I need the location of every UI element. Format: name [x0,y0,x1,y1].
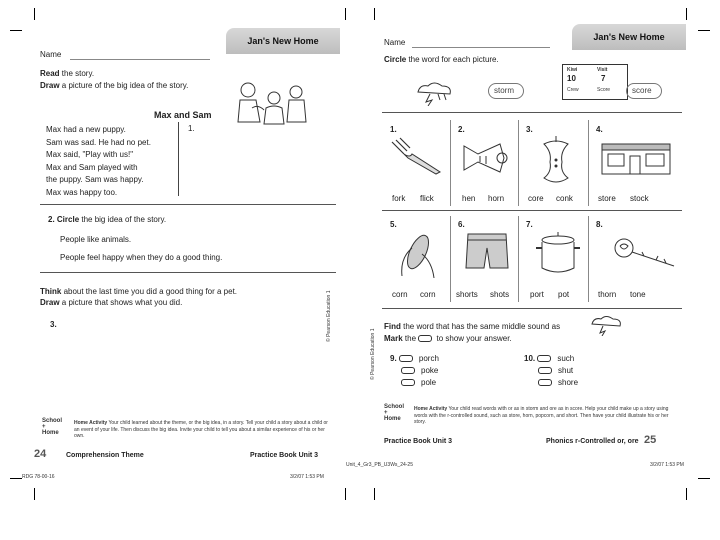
word-corn-2[interactable]: corn [420,290,436,299]
storm-cloud-icon [412,80,456,106]
right-page [370,24,686,464]
item-8-number: 8. [596,220,603,229]
fork-icon [388,136,444,176]
answer-oval[interactable] [401,379,415,386]
right-slug: Unit_4_Gr3_PB_U3Ws_24-25 [346,462,413,468]
school-home-logo: School + Home [384,404,405,422]
q9-option: poke [421,366,439,375]
word-pot[interactable]: pot [558,290,570,299]
item-4-number: 4. [596,125,603,134]
left-instruction-2: Draw a picture of the big idea of the story. [40,81,189,90]
section-divider [382,210,682,211]
word-flick[interactable]: flick [420,194,434,203]
crop-mark [698,478,710,479]
q10-option: such [557,354,575,363]
q2-option-2[interactable]: People feel happy when they do a good thing. [60,253,223,262]
left-tab-title: Jan's New Home [247,36,319,46]
q2-option-1[interactable]: People like animals. [60,235,132,244]
right-footer-title: Phonics r-Controlled or, ore [546,438,639,445]
answer-oval[interactable] [537,355,551,362]
answer-oval[interactable] [401,367,415,374]
item-7-number: 7. [526,220,533,229]
story-line: Max said, "Play with us!" [46,150,134,159]
word-fork[interactable]: fork [392,194,406,203]
crop-mark [374,8,375,20]
word-store[interactable]: store [598,194,616,203]
crop-mark [34,8,35,20]
left-name-label: Name [40,50,62,59]
right-tab [572,24,686,50]
right-tab-title: Jan's New Home [593,32,665,42]
story-text [46,124,151,199]
grid-divider [518,216,519,302]
word-core[interactable]: core [528,194,544,203]
scoreboard-icon: Kiwi Visit 10 7 Crew Score [562,64,628,100]
answer-oval-icon [418,335,432,342]
right-home-activity: Home Activity Your child read words with or as in storm and ore as in score. Help your child make up a story using words with the r-controlled sound, such as store, horn, popcorn, and short. Then have your child illustrate his or her story. [414,406,669,425]
section-divider [40,204,336,205]
section-divider [382,308,682,309]
rose-thorn-icon [608,234,678,274]
q10-option: shore [558,378,579,387]
left-slug-date: 3/2/07 1:53 PM [290,474,324,480]
crop-mark [686,488,687,500]
left-slug: RDG 78-00-16 [22,474,55,480]
q9-option: pole [421,378,437,387]
word-tone[interactable]: tone [630,290,646,299]
right-instruction: Circle the word for each picture. [384,55,499,64]
item-3-number: 3. [526,125,533,134]
store-icon [598,138,674,178]
right-slug-date: 3/2/07 1:53 PM [650,462,684,468]
question-2: 2. Circle the big idea of the story. [48,215,167,224]
example-circle [488,83,524,99]
left-home-activity: Home Activity Your child learned about the theme, or the big idea, in a story. Tell your child a story about a child or an event of your life. Then discuss the big idea. Invite your child to tell you about a similar experience of his or her own. [74,420,328,439]
right-copyright: © Pearson Education 1 [370,328,376,380]
q10-option: shut [558,366,574,375]
item-2-number: 2. [458,125,465,134]
left-tab [226,28,340,54]
right-name-label: Name [384,38,406,47]
right-page-number: 25 [644,434,657,446]
question-3-number: 3. [50,320,57,329]
answer-oval[interactable] [538,379,552,386]
word-shots[interactable]: shots [490,290,510,299]
word-shorts[interactable]: shorts [456,290,478,299]
draw-instruction: Draw a picture that shows what you did. [40,298,183,307]
apple-core-icon [534,134,580,188]
crop-mark [345,488,346,500]
q9-option: porch [418,354,439,363]
item-6-number: 6. [458,220,465,229]
section-divider [40,272,336,273]
left-page [30,24,340,464]
crop-mark [698,30,710,31]
word-port[interactable]: port [530,290,544,299]
word-corn-1[interactable]: corn [392,290,408,299]
find-instruction: Find the word that has the same middle sound as [384,322,561,331]
shorts-icon [464,230,510,274]
left-page-number: 24 [34,448,47,460]
word-thorn[interactable]: thorn [598,290,617,299]
children-puppy-illustration [234,78,310,126]
grid-divider [588,120,589,206]
pot-icon [532,230,584,278]
school-home-logo: School + Home [42,418,63,436]
answer-oval[interactable] [538,367,552,374]
question-9: 9. porch poke pole [390,354,439,387]
word-horn[interactable]: horn [488,194,505,203]
story-line: Max had a new puppy. [46,125,126,134]
drawing-area-1[interactable] [182,136,332,196]
left-footer-title: Comprehension Theme [66,452,144,459]
example-word-storm: storm [494,86,514,95]
example-word-score: score [632,86,652,95]
corn-icon [394,228,440,280]
drawing-area-3[interactable] [50,330,320,404]
story-line: Max and Sam played with [46,162,138,172]
left-copyright: © Pearson Education 1 [326,290,332,342]
story-divider [178,122,179,196]
mark-instruction: Mark the to show your answer. [384,334,512,343]
left-instruction-1: Read the story. [40,69,95,78]
story-title: Max and Sam [154,110,212,120]
grid-divider [588,216,589,302]
word-stock[interactable]: stock [630,194,649,203]
crop-mark [34,488,35,500]
crop-mark [374,488,375,500]
grid-divider [518,120,519,206]
horn-icon [460,136,510,180]
right-name-line[interactable] [412,47,550,48]
item-1-number: 1. [390,125,397,134]
example-circle [626,83,662,99]
crop-mark [345,8,346,20]
crop-mark [10,478,22,479]
grid-divider [450,216,451,302]
question-10: 10. such shut shore [524,354,579,387]
word-conk[interactable]: conk [556,194,573,203]
story-line: Sam was sad. He had no pet. [46,137,151,147]
story-line: Max was happy too. [46,187,118,197]
storm-cloud-icon [588,314,628,336]
crop-mark [686,8,687,20]
right-footer-book: Practice Book Unit 3 [384,438,453,445]
think-instruction: Think about the last time you did a good thing for a pet. [40,287,238,296]
section-divider [382,112,682,113]
crop-mark [10,30,22,31]
grid-divider [450,120,451,206]
drawing-box-number: 1. [188,124,195,133]
word-hen[interactable]: hen [462,194,476,203]
left-name-line[interactable] [70,59,210,60]
story-line: the puppy. Sam was happy. [46,175,144,184]
left-footer-book: Practice Book Unit 3 [250,452,319,459]
item-5-number: 5. [390,220,397,229]
answer-oval[interactable] [399,355,413,362]
